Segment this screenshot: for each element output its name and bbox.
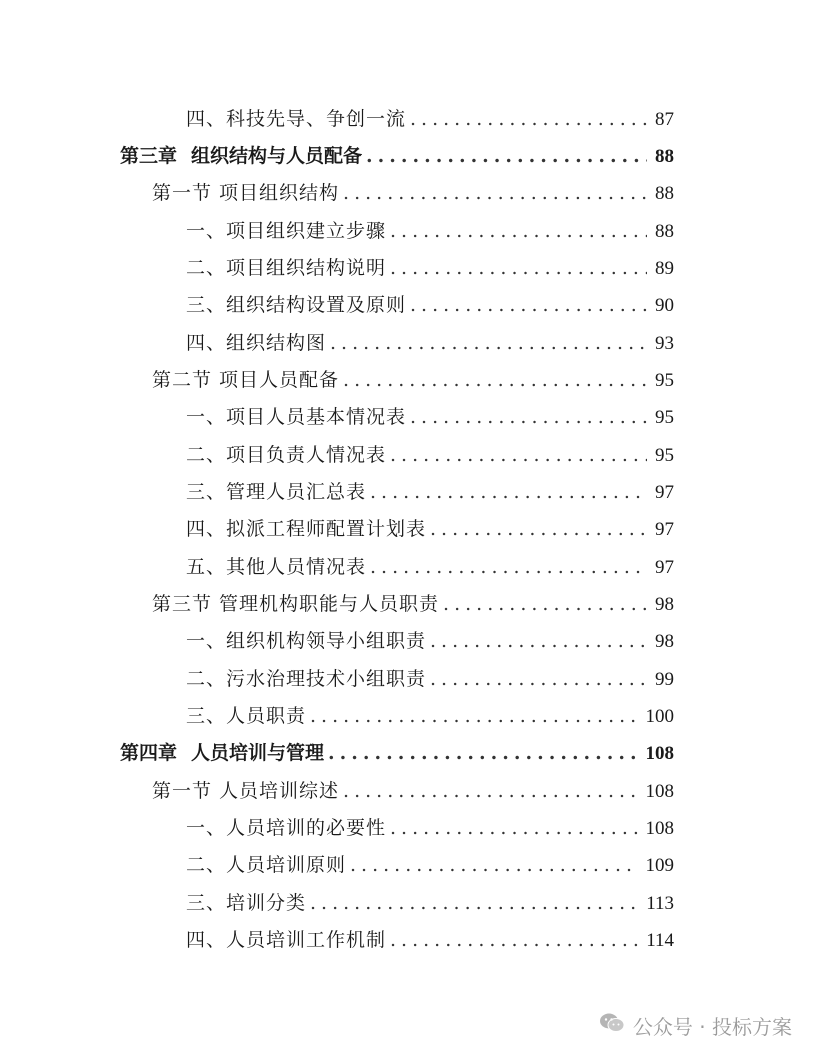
watermark bbox=[599, 1011, 792, 1040]
toc-entry-title: 三、人员职责 bbox=[186, 705, 307, 727]
dot-leader bbox=[350, 850, 637, 880]
toc-entry-page: 95 bbox=[655, 407, 674, 428]
toc-entry-title: 四、拟派工程师配置计划表 bbox=[186, 518, 427, 540]
toc-entry[interactable] bbox=[186, 328, 674, 358]
toc-entry[interactable] bbox=[186, 440, 674, 470]
toc-entry[interactable] bbox=[186, 813, 674, 843]
toc-entry[interactable] bbox=[186, 925, 674, 955]
toc-entry-page: 97 bbox=[655, 519, 674, 540]
dot-leader bbox=[390, 813, 637, 843]
toc-entry-page: 114 bbox=[646, 930, 674, 951]
toc-entry[interactable] bbox=[186, 888, 674, 918]
toc-section[interactable] bbox=[152, 776, 674, 806]
toc-entry-page: 88 bbox=[655, 183, 674, 204]
toc-entry-page: 108 bbox=[645, 743, 674, 764]
toc-entry[interactable] bbox=[186, 477, 674, 507]
toc-entry-page: 95 bbox=[655, 445, 674, 466]
toc-entry-page: 108 bbox=[645, 818, 674, 839]
watermark-text: 公众号 · 投标方案 bbox=[632, 1015, 792, 1039]
toc-entry-title: 四、组织结构图 bbox=[186, 332, 327, 354]
toc-entry-title: 一、项目人员基本情况表 bbox=[186, 406, 407, 428]
toc-entry[interactable] bbox=[186, 552, 674, 582]
dot-leader bbox=[390, 440, 647, 470]
toc-entry-page: 99 bbox=[655, 669, 674, 690]
toc-entry-title: 第一节 项目组织结构 bbox=[152, 182, 340, 204]
toc-entry-page: 88 bbox=[655, 221, 674, 242]
toc-chapter-title bbox=[120, 141, 362, 171]
toc-entry[interactable] bbox=[186, 253, 674, 283]
wechat-icon bbox=[599, 1012, 633, 1039]
toc-entry[interactable] bbox=[186, 626, 674, 656]
toc-entry[interactable] bbox=[186, 290, 674, 320]
dot-leader bbox=[443, 589, 647, 619]
toc-entry-page: 100 bbox=[645, 706, 674, 727]
toc-chapter[interactable] bbox=[120, 738, 674, 768]
dot-leader bbox=[310, 888, 638, 918]
toc-entry-title: 二、人员培训原则 bbox=[186, 854, 347, 876]
toc-entry-page: 97 bbox=[655, 557, 674, 578]
toc-entry[interactable] bbox=[186, 664, 674, 694]
toc-entry-page: 93 bbox=[655, 333, 674, 354]
dot-leader bbox=[390, 216, 647, 246]
toc-entry-title: 三、管理人员汇总表 bbox=[186, 481, 367, 503]
toc-entry-page: 98 bbox=[655, 631, 674, 652]
dot-leader bbox=[330, 328, 647, 358]
chapter-name: 人员培训与管理 bbox=[191, 742, 325, 764]
toc-entry-title: 一、组织机构领导小组职责 bbox=[186, 630, 427, 652]
dot-leader bbox=[430, 664, 647, 694]
toc-entry-title: 二、项目组织结构说明 bbox=[186, 257, 387, 279]
dot-leader bbox=[343, 178, 647, 208]
dot-leader bbox=[310, 701, 637, 731]
toc-entry-page: 89 bbox=[655, 258, 674, 279]
dot-leader bbox=[343, 365, 647, 395]
toc-entry-title: 四、人员培训工作机制 bbox=[186, 929, 387, 951]
dot-leader bbox=[430, 514, 647, 544]
dot-leader bbox=[370, 552, 647, 582]
toc-chapter[interactable] bbox=[120, 141, 674, 171]
toc-chapter-title bbox=[120, 738, 324, 768]
dot-leader bbox=[343, 776, 637, 806]
dot-leader bbox=[410, 402, 647, 432]
dot-leader bbox=[366, 141, 647, 171]
toc-section[interactable] bbox=[152, 365, 674, 395]
chapter-number: 第四章 bbox=[120, 742, 178, 764]
toc-entry-title: 二、项目负责人情况表 bbox=[186, 444, 387, 466]
toc-entry-title: 二、污水治理技术小组职责 bbox=[186, 668, 427, 690]
toc-entry[interactable] bbox=[186, 216, 674, 246]
toc-entry[interactable] bbox=[186, 104, 674, 134]
toc-entry[interactable] bbox=[186, 850, 674, 880]
chapter-number: 第三章 bbox=[120, 145, 178, 167]
toc-entry-title: 三、组织结构设置及原则 bbox=[186, 294, 407, 316]
dot-leader bbox=[370, 477, 647, 507]
dot-leader bbox=[430, 626, 647, 656]
toc-entry[interactable] bbox=[186, 514, 674, 544]
dot-leader bbox=[328, 738, 637, 768]
toc-entry-title: 四、科技先导、争创一流 bbox=[186, 108, 407, 130]
dot-leader bbox=[390, 925, 638, 955]
toc-entry-title: 一、人员培训的必要性 bbox=[186, 817, 387, 839]
toc-entry-page: 113 bbox=[646, 893, 674, 914]
toc-entry-page: 90 bbox=[655, 295, 674, 316]
toc-entry-page: 98 bbox=[655, 594, 674, 615]
toc-entry-title: 三、培训分类 bbox=[186, 892, 307, 914]
toc-entry-page: 108 bbox=[645, 781, 674, 802]
toc-entry-page: 87 bbox=[655, 109, 674, 130]
toc-entry-title: 一、项目组织建立步骤 bbox=[186, 220, 387, 242]
toc-entry-page: 109 bbox=[645, 855, 674, 876]
toc-entry-page: 95 bbox=[655, 370, 674, 391]
toc-entry[interactable] bbox=[186, 402, 674, 432]
chapter-name: 组织结构与人员配备 bbox=[191, 145, 363, 167]
toc-entry-title: 第二节 项目人员配备 bbox=[152, 369, 340, 391]
toc-entry-page: 88 bbox=[655, 146, 674, 167]
toc-entry-title: 第三节 管理机构职能与人员职责 bbox=[152, 593, 440, 615]
dot-leader bbox=[390, 253, 647, 283]
toc-entry-title: 第一节 人员培训综述 bbox=[152, 780, 340, 802]
toc-entry[interactable] bbox=[186, 701, 674, 731]
toc-section[interactable] bbox=[152, 178, 674, 208]
toc-section[interactable] bbox=[152, 589, 674, 619]
dot-leader bbox=[410, 104, 647, 134]
dot-leader bbox=[410, 290, 647, 320]
toc-entry-title: 五、其他人员情况表 bbox=[186, 556, 367, 578]
toc-entry-page: 97 bbox=[655, 482, 674, 503]
